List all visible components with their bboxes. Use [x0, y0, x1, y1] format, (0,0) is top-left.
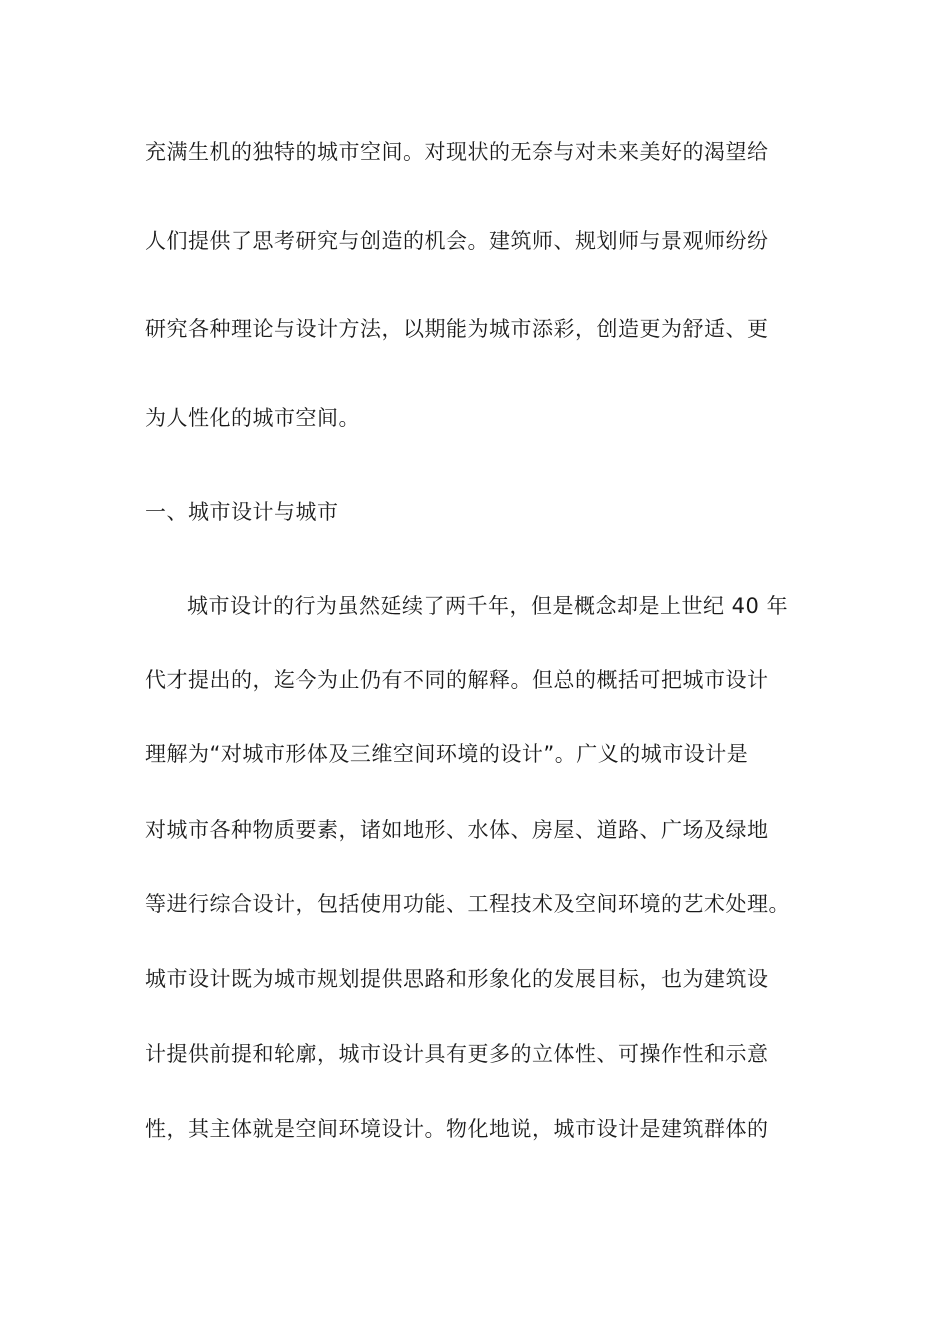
- paragraph-2-line-1: 城市设计的行为虽然延续了两千年，但是概念却是上世纪 40 年: [187, 594, 789, 618]
- paragraph-1-line-1: 充满生机的独特的城市空间。对现状的无奈与对未来美好的渴望给: [145, 140, 769, 164]
- paragraph-2-line-4: 对城市各种物质要素，诸如地形、水体、房屋、道路、广场及绿地: [145, 818, 769, 842]
- paragraph-2-line-8: 性，其主体就是空间环境设计。物化地说，城市设计是建筑群体的: [145, 1117, 769, 1141]
- paragraph-1-line-2: 人们提供了思考研究与创造的机会。建筑师、规划师与景观师纷纷: [145, 229, 769, 253]
- section-heading: 一、城市设计与城市: [145, 500, 339, 524]
- paragraph-2-line-6: 城市设计既为城市规划提供思路和形象化的发展目标，也为建筑设: [145, 967, 769, 991]
- paragraph-2-line-7: 计提供前提和轮廓，城市设计具有更多的立体性、可操作性和示意: [145, 1042, 769, 1066]
- paragraph-2-line-5: 等进行综合设计，包括使用功能、工程技术及空间环境的艺术处理。: [145, 892, 790, 916]
- paragraph-2-line-3: 理解为“对城市形体及三维空间环境的设计”。广义的城市设计是: [145, 742, 749, 766]
- paragraph-1-line-3: 研究各种理论与设计方法，以期能为城市添彩，创造更为舒适、更: [145, 317, 769, 341]
- paragraph-1-line-4: 为人性化的城市空间。: [145, 406, 360, 430]
- paragraph-2-line-2: 代才提出的，迄今为止仍有不同的解释。但总的概括可把城市设计: [145, 668, 769, 692]
